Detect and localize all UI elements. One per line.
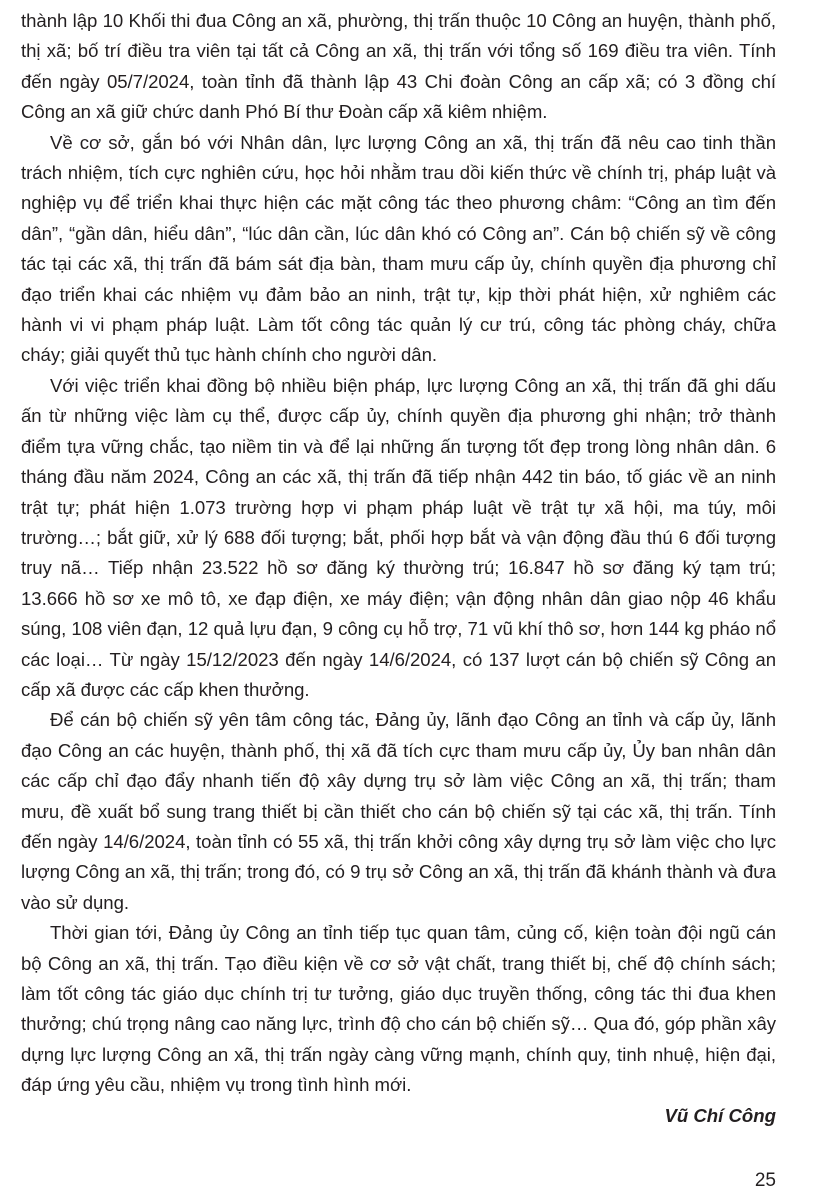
paragraph: Về cơ sở, gắn bó với Nhân dân, lực lượng Công an xã, thị trấn đã nêu cao tinh thần trách nhiệm, tích cực nghiên cứu, học hỏi nhằm trau dồi kiến thức về chính trị, pháp luật và nghiệp vụ để triển khai thực hiện các mặt công tác theo phương châm: “Công an tìm đến dân”, “gần dân, hiểu dân”, “lúc dân cần, lúc dân khó có Công an”. Cán bộ chiến sỹ về công tác tại các xã, thị trấn đã bám sát địa bàn, tham mưu cấp ủy, chính quyền địa phương chỉ đạo triển khai các nhiệm vụ đảm bảo an ninh, trật tự, kịp thời phát hiện, xử nghiêm các hành vi vi phạm pháp luật. Làm tốt công tác quản lý cư trú, công tác phòng cháy, chữa cháy; giải quyết thủ tục hành chính cho người dân. <box>21 131 776 366</box>
paragraph-continued: thành lập 10 Khối thi đua Công an xã, phường, thị trấn thuộc 10 Công an huyện, thành phố, thị xã; bố trí điều tra viên tại tất cả Công an xã, thị trấn với tổng số 169 điều tra viên. Tính đến ngày 05/7/2024, toàn tỉnh đã thành lập 43 Chi đoàn Công an cấp xã; có 3 đồng chí Công an xã giữ chức danh Phó Bí thư Đoàn cấp xã kiêm nhiệm. <box>21 10 776 123</box>
author-signature: Vũ Chí Công <box>664 1104 776 1126</box>
page-number: 25 <box>754 1170 776 1191</box>
paragraph: Với việc triển khai đồng bộ nhiều biện pháp, lực lượng Công an xã, thị trấn đã ghi dấu ấn từ những việc làm cụ thể, được cấp ủy, chính quyền địa phương ghi nhận; trở thành điểm tựa vững chắc, tạo niềm tin và để lại những ấn tượng tốt đẹp trong lòng nhân dân. 6 tháng đầu năm 2024, Công an các xã, thị trấn đã tiếp nhận 442 tin báo, tố giác về an ninh trật tự; phát hiện 1.073 trường hợp vi phạm pháp luật về trật tự xã hội, ma túy, môi trường…; bắt giữ, xử lý 688 đối tượng; bắt, phối hợp bắt và vận động đầu thú 6 đối tượng truy nã… Tiếp nhận 23.522 hồ sơ đăng ký thường trú; 16.847 hồ sơ đăng ký tạm trú; 13.666 hồ sơ xe mô tô, xe đạp điện, xe máy điện; vận động nhân dân giao nộp 46 khẩu súng, 108 viên đạn, 12 quả lựu đạn, 9 công cụ hỗ trợ, 71 vũ khí thô sơ, hơn 144 kg pháo nổ các loại… Từ ngày 15/12/2023 đến ngày 14/6/2024, có 137 lượt cán bộ chiến sỹ Công an cấp xã được các cấp khen thưởng. <box>21 374 776 700</box>
paragraph: Thời gian tới, Đảng ủy Công an tỉnh tiếp tục quan tâm, củng cố, kiện toàn đội ngũ cán bộ Công an xã, thị trấn. Tạo điều kiện về cơ sở vật chất, trang thiết bị, chế độ chính sách; làm tốt công tác giáo dục chính trị tư tưởng, giáo dục truyền thống, công tác thi đua khen thưởng; chú trọng nâng cao năng lực, trình độ cho cán bộ chiến sỹ… Qua đó, góp phần xây dựng lực lượng Công an xã, thị trấn ngày càng vững mạnh, chính quy, tinh nhuệ, hiện đại, đáp ứng yêu cầu, nhiệm vụ trong tình hình mới. <box>21 922 776 1096</box>
article-body <box>21 6 776 1131</box>
paragraph: Để cán bộ chiến sỹ yên tâm công tác, Đảng ủy, lãnh đạo Công an tỉnh và cấp ủy, lãnh đạo Công an các huyện, thành phố, thị xã đã tích cực tham mưu cấp ủy, Ủy ban nhân dân các cấp chỉ đạo đẩy nhanh tiến độ xây dựng trụ sở làm việc Công an xã, thị trấn; tham mưu, đề xuất bổ sung trang thiết bị cần thiết cho cán bộ chiến sỹ tại các xã, thị trấn. Tính đến ngày 14/6/2024, toàn tỉnh có 55 xã, thị trấn khởi công xây dựng trụ sở làm việc cho lực lượng Công an xã, thị trấn; trong đó, có 9 trụ sở Công an xã, thị trấn đã khánh thành và đưa vào sử dụng. <box>21 709 776 913</box>
